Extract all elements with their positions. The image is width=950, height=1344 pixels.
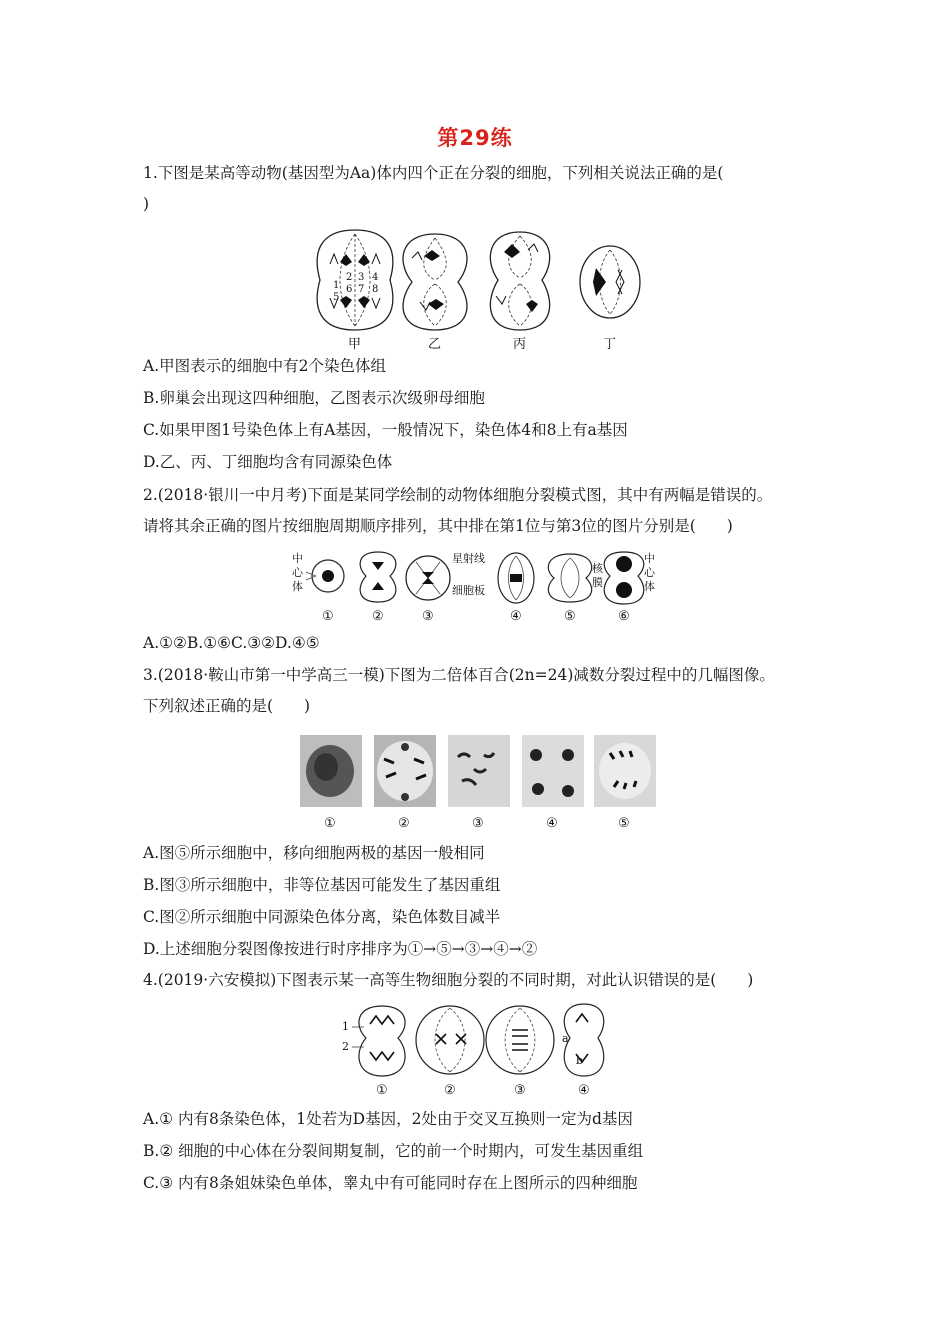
- q2-stem-line1: 2.(2018·银川一中月考)下面是某同学绘制的动物体细胞分裂模式图，其中有两幅是错误的。: [143, 486, 773, 504]
- q2-cell-plate-label: 细胞板: [452, 584, 485, 597]
- q4-option-b: B.② 细胞的中心体在分裂间期复制，它的前一个时期内，可发生基因重组: [143, 1142, 644, 1160]
- q1-number-1: 1: [333, 280, 340, 291]
- q2-nuclear-membrane-char-1: 核: [592, 562, 603, 575]
- q3-option-a: A.图⑤所示细胞中，移向细胞两极的基因一般相同: [143, 844, 485, 862]
- q2-label-5: ⑤: [564, 609, 576, 624]
- q1-cell-yi: [403, 234, 467, 330]
- q2-aster-label: 星射线: [452, 552, 485, 565]
- q1-label-ding: 丁: [603, 337, 617, 352]
- q4-mark-b: b: [576, 1054, 584, 1067]
- q2-label-6: ⑥: [618, 609, 630, 624]
- q4-cell-4: [564, 1004, 604, 1076]
- q1-option-a: A.甲图表示的细胞中有2个染色体组: [143, 357, 386, 375]
- q3-stem-line2: 下列叙述正确的是( ): [143, 697, 311, 715]
- q4-option-a: A.① 内有8条染色体，1处若为D基因，2处由于交叉互换则一定为d基因: [143, 1110, 633, 1128]
- q3-micrograph-3: [448, 735, 510, 807]
- q1-option-b: B.卵巢会出现这四种细胞，乙图表示次级卵母细胞: [143, 389, 485, 407]
- q1-number-5: 5: [333, 292, 340, 303]
- q4-cell-figure: [340, 1000, 620, 1100]
- q2-label-3: ③: [422, 609, 434, 624]
- q1-cell-ding: [580, 246, 640, 318]
- q3-micrograph-figure: [298, 733, 658, 831]
- q4-label-2: ②: [444, 1083, 456, 1098]
- q2-centrosome-char-3: 体: [292, 580, 303, 593]
- q3-option-b: B.图③所示细胞中，非等位基因可能发生了基因重组: [143, 876, 501, 894]
- q3-micrograph-2: [374, 735, 436, 807]
- q3-label-4: ④: [546, 816, 558, 831]
- q1-stem-line2: ): [143, 195, 150, 213]
- q4-label-3: ③: [514, 1083, 526, 1098]
- q4-cell-3: [486, 1006, 554, 1074]
- q3-option-c: C.图②所示细胞中同源染色体分离，染色体数目减半: [143, 908, 501, 926]
- q4-cell-1: [359, 1006, 405, 1076]
- q4-mark-1: 1: [342, 1020, 349, 1033]
- q1-option-c: C.如果甲图1号染色体上有A基因，一般情况下，染色体4和8上有a基因: [143, 421, 628, 439]
- q1-cell-bing: [490, 232, 549, 330]
- q3-micrograph-4: [522, 735, 584, 807]
- q1-number-3: 3: [358, 272, 365, 283]
- q2-centrosome-char-2: 心: [292, 566, 303, 579]
- q3-micrograph-1: [300, 735, 362, 807]
- q4-stem-line1: 4.(2019·六安模拟)下图表示某一高等生物细胞分裂的不同时期，对此认识错误的是( ): [143, 971, 754, 989]
- q2-cell-figure: [288, 548, 668, 624]
- q3-stem-line1: 3.(2018·鞍山市第一中学高三一模)下图为二倍体百合(2n=24)减数分裂过程中的几幅图像。: [143, 666, 775, 684]
- q2-label-2: ②: [372, 609, 384, 624]
- q3-label-3: ③: [472, 816, 484, 831]
- q1-label-bing: 丙: [513, 337, 527, 352]
- q2-options: A.①②B.①⑥C.③②D.④⑤: [143, 634, 320, 652]
- q4-mark-2: 2: [342, 1040, 349, 1053]
- q1-option-d: D.乙、丙、丁细胞均含有同源染色体: [143, 453, 393, 471]
- page-title: 第29练: [437, 126, 513, 150]
- q4-option-c: C.③ 内有8条姐妹染色单体，睾丸中有可能同时存在上图所示的四种细胞: [143, 1174, 638, 1192]
- q1-number-7: 7: [358, 284, 365, 295]
- q3-label-2: ②: [398, 816, 410, 831]
- q3-option-d: D.上述细胞分裂图像按进行时序排序为①→⑤→③→④→②: [143, 940, 538, 958]
- q2-nuclear-membrane-char-2: 膜: [592, 576, 603, 589]
- q3-micrograph-5: [594, 735, 656, 807]
- q2-label-4: ④: [510, 609, 522, 624]
- q4-label-1: ①: [376, 1083, 388, 1098]
- q4-label-4: ④: [578, 1083, 590, 1098]
- q1-number-8: 8: [372, 284, 379, 295]
- q2-cell-2: [360, 552, 396, 602]
- q2-centrosome2-char-3: 体: [644, 580, 655, 593]
- q4-mark-a: a: [562, 1032, 569, 1045]
- q1-number-2: 2: [346, 272, 353, 283]
- q4-cell-2: [416, 1006, 484, 1074]
- q3-label-5: ⑤: [618, 816, 630, 831]
- q1-number-6: 6: [346, 284, 353, 295]
- q2-centrosome2-char-2: 心: [644, 566, 655, 579]
- q3-label-1: ①: [324, 816, 336, 831]
- q1-cell-figure: [300, 222, 650, 352]
- q2-label-1: ①: [322, 609, 334, 624]
- q1-number-4: 4: [372, 272, 379, 283]
- q1-label-jia: 甲: [348, 337, 362, 352]
- q2-centrosome2-char-1: 中: [644, 552, 655, 565]
- q2-stem-line2: 请将其余正确的图片按细胞周期顺序排列，其中排在第1位与第3位的图片分别是( ): [143, 517, 733, 535]
- q1-stem-line1: 1.下图是某高等动物(基因型为Aa)体内四个正在分裂的细胞，下列相关说法正确的是(: [143, 164, 724, 182]
- q2-cell-5: [548, 554, 591, 602]
- q2-centrosome-char-1: 中: [292, 552, 303, 565]
- q1-label-yi: 乙: [428, 337, 442, 352]
